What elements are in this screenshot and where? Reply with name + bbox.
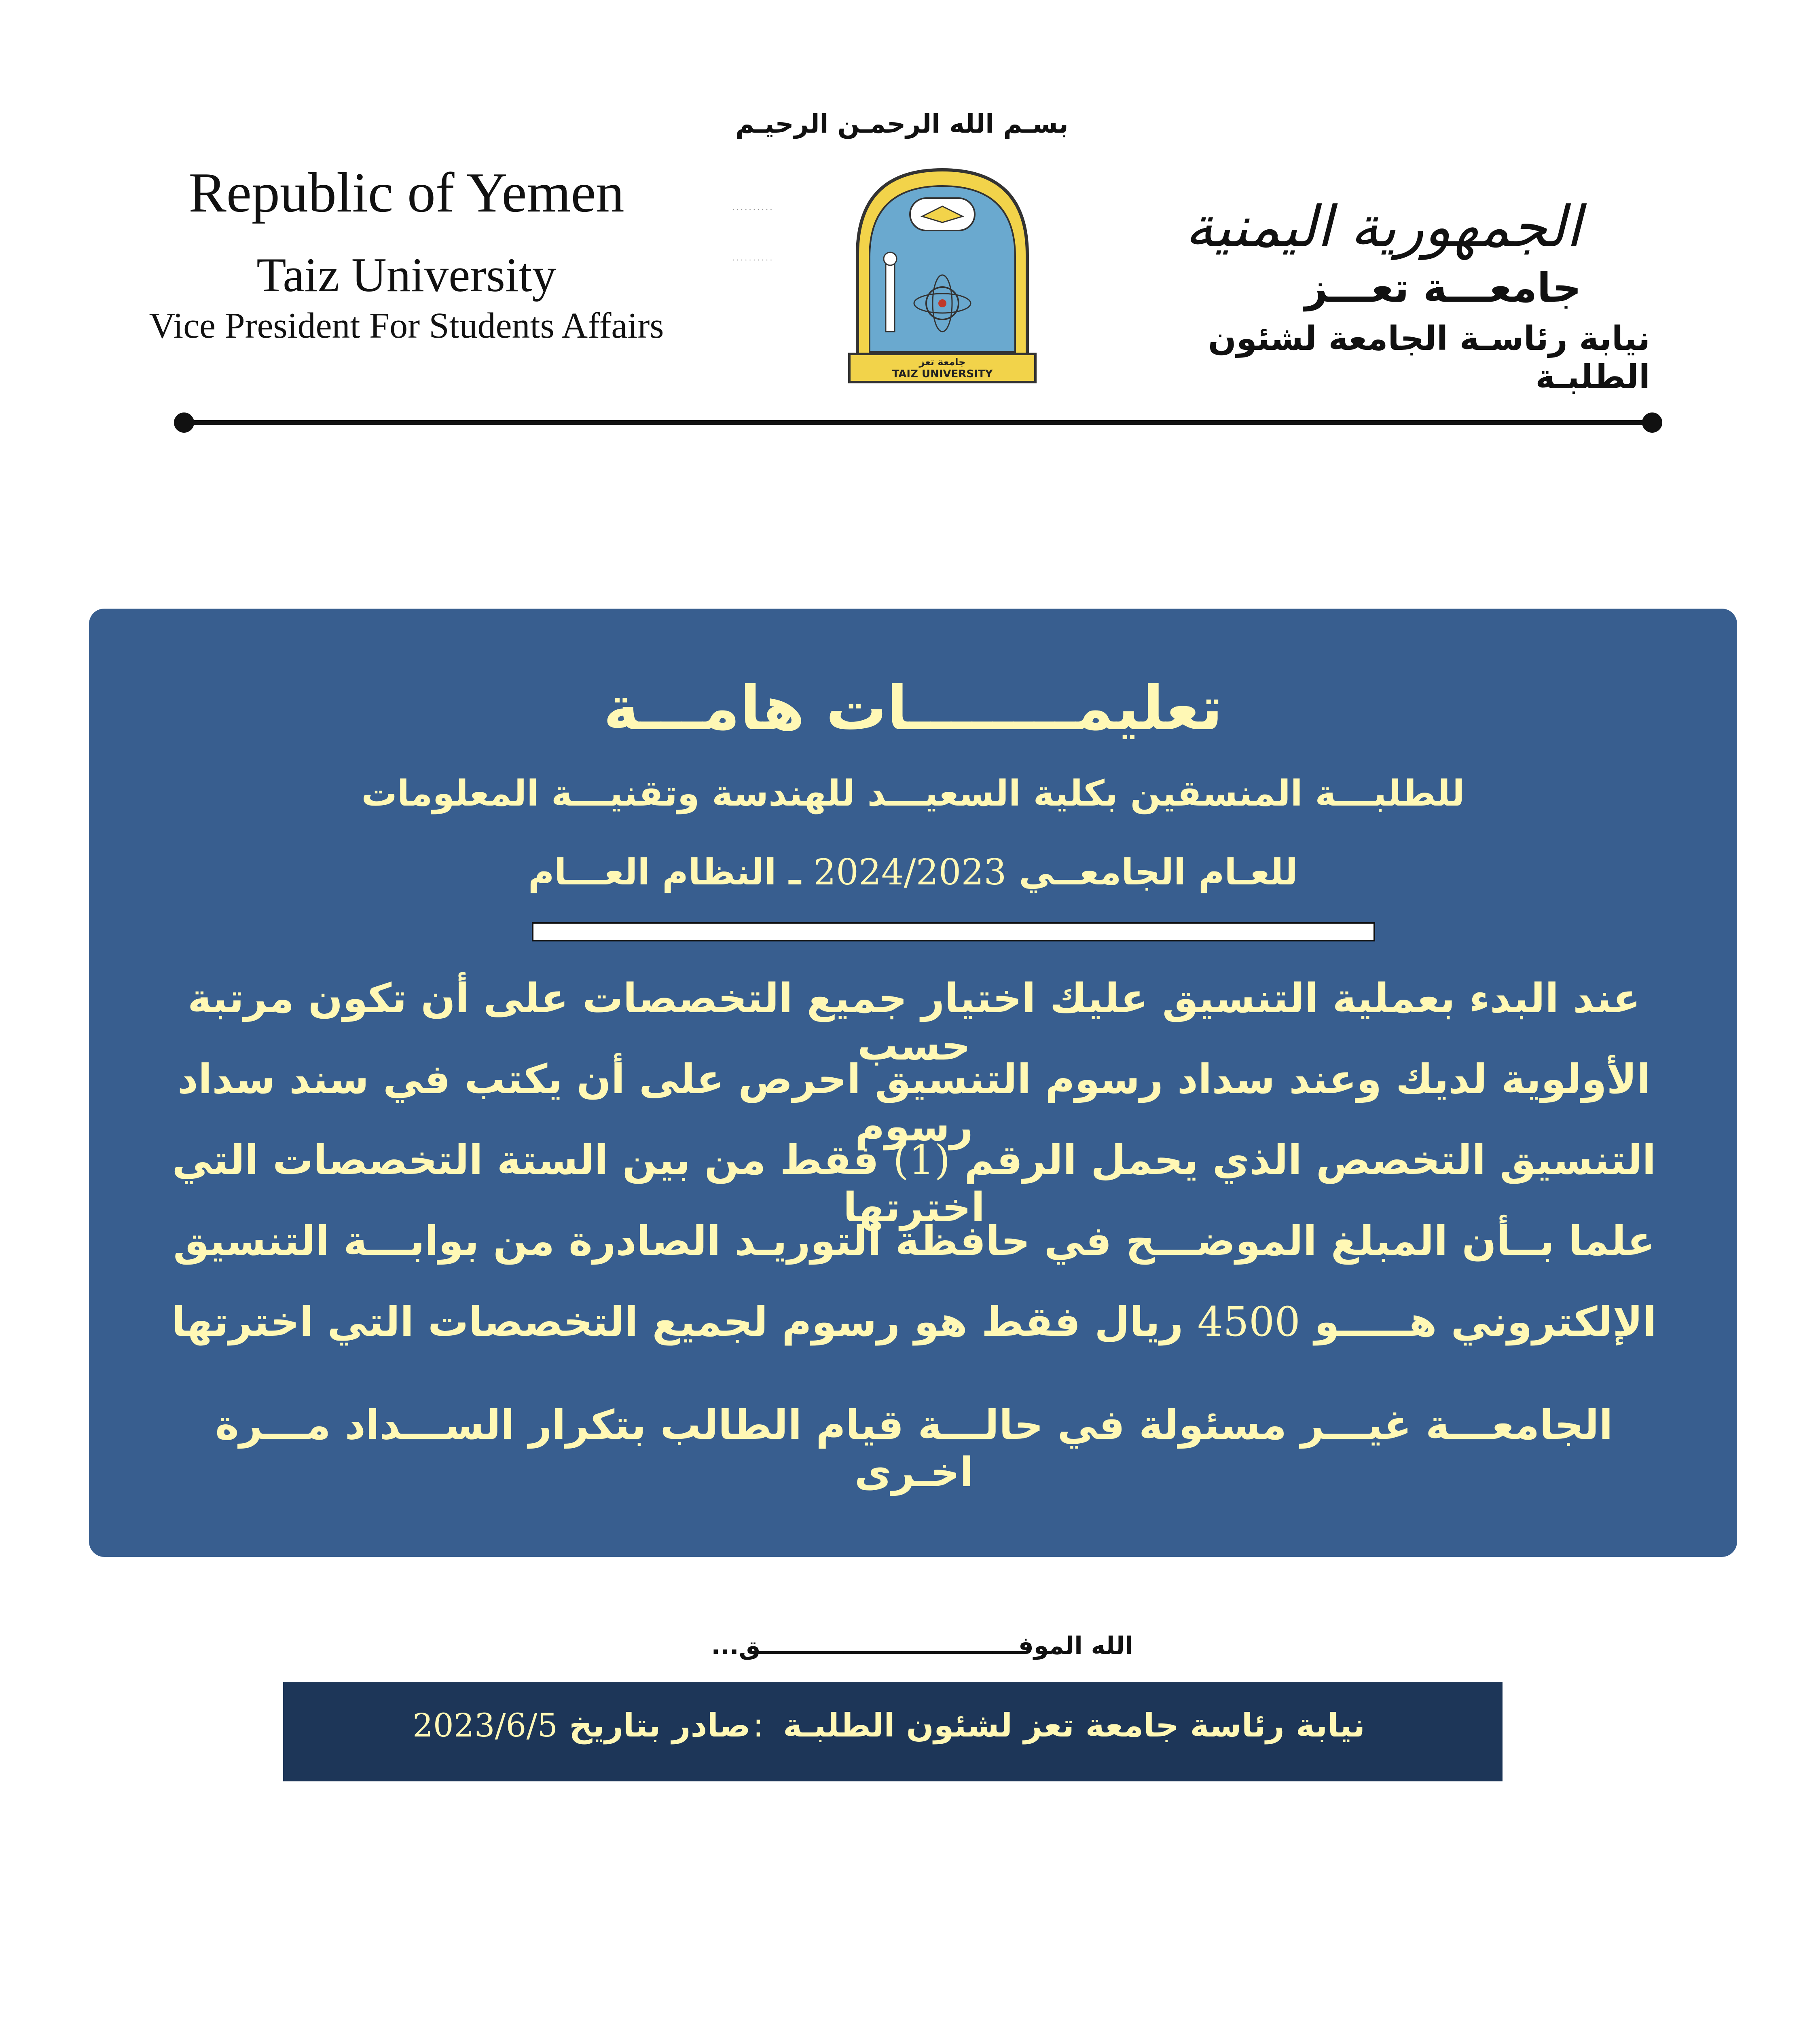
logo-caption-en: TAIZ UNIVERSITY (892, 368, 993, 380)
country-name-en: Republic of Yemen (188, 161, 624, 224)
office-name-ar: نيابة رئاسـة الجامعة لشئون الطلبـة (1208, 319, 1650, 396)
specialization-number: (1) (893, 1136, 950, 1184)
notice-box (89, 609, 1737, 1557)
instruction-text: ريال فقط هو رسوم لجميع التخصصات التي اخترتها (171, 1298, 1183, 1345)
decorative-dots: .......... (732, 253, 774, 262)
english-letterhead (93, 162, 720, 346)
rule-endpoint (1642, 412, 1662, 433)
logo-caption-ar: جامعة تعز (919, 356, 966, 368)
notice-title: تعليمــــــــات هامـــة (603, 673, 1223, 744)
instruction-line: عند البدء بعملية التنسيق عليك اختيار جميع التخصصات على أن تكون مرتبة حسب (188, 975, 1640, 1069)
instruction-text: فقط من بين الستة التخصصات التي اخترتها (172, 1136, 985, 1231)
year-prefix: للعـام الجامعــي (1019, 851, 1298, 893)
instruction-line: علما بــأن المبلغ الموضـــح في حافظة التوريـد الصادرة من بوابـــة التنسيق (173, 1217, 1655, 1265)
instruction-line (162, 1298, 1666, 1345)
issue-date-line (413, 1707, 751, 1744)
header-rule (184, 420, 1652, 425)
fee-amount: 4500 (1197, 1298, 1300, 1345)
country-name-ar: الجمهورية اليمنية (1185, 194, 1581, 260)
notice-subtitle: للطلبـــة المنسقين بكلية السعيـــد للهندسة وتقنيـــة المعلومات (361, 772, 1465, 814)
issuing-office (753, 1707, 1365, 1744)
academic-year: 2024/2023 (813, 851, 1007, 893)
issued-box (283, 1682, 1503, 1781)
arabic-letterhead (1084, 194, 1650, 396)
separator: : (753, 1707, 764, 1744)
issue-date: 2023/6/5 (413, 1707, 558, 1744)
instruction-line (162, 1136, 1666, 1231)
issuing-office-name: نيابة رئاسة جامعة تعز لشئون الطلبـة (783, 1707, 1365, 1744)
instruction-line: الأولوية لديك وعند سداد رسوم التنسيق احرص على أن يكتب في سند سداد رسوم (177, 1055, 1651, 1150)
year-suffix: ـ النظام العـــام (528, 851, 801, 893)
instruction-text: الإلكتروني هـــــو (1314, 1298, 1657, 1345)
basmala: بسـم الله الرحمـن الرحيـم (735, 109, 1069, 139)
disclaimer-line: الجامعـــة غيـــر مسئولة في حالـــة قيام الطالب بتكرار الســـداد مـــرة اخـرى (215, 1401, 1613, 1496)
office-name-en: Vice President For Students Affairs (149, 306, 664, 346)
university-name-en: Taiz University (256, 248, 557, 302)
closing-phrase: الله الموفـــــــــــــــــــــــــــــــق... (711, 1632, 1133, 1660)
issue-date-label: صادر بتاريخ (569, 1707, 751, 1744)
university-name-ar: جامعـــة تعـــز (1304, 264, 1581, 311)
notice-year-line (89, 851, 1737, 893)
decorative-dots: .......... (732, 202, 774, 212)
university-logo (841, 162, 1043, 388)
instruction-text: التنسيق التخصص الذي يحمل الرقم (964, 1136, 1656, 1184)
blank-field-bar (532, 922, 1375, 941)
